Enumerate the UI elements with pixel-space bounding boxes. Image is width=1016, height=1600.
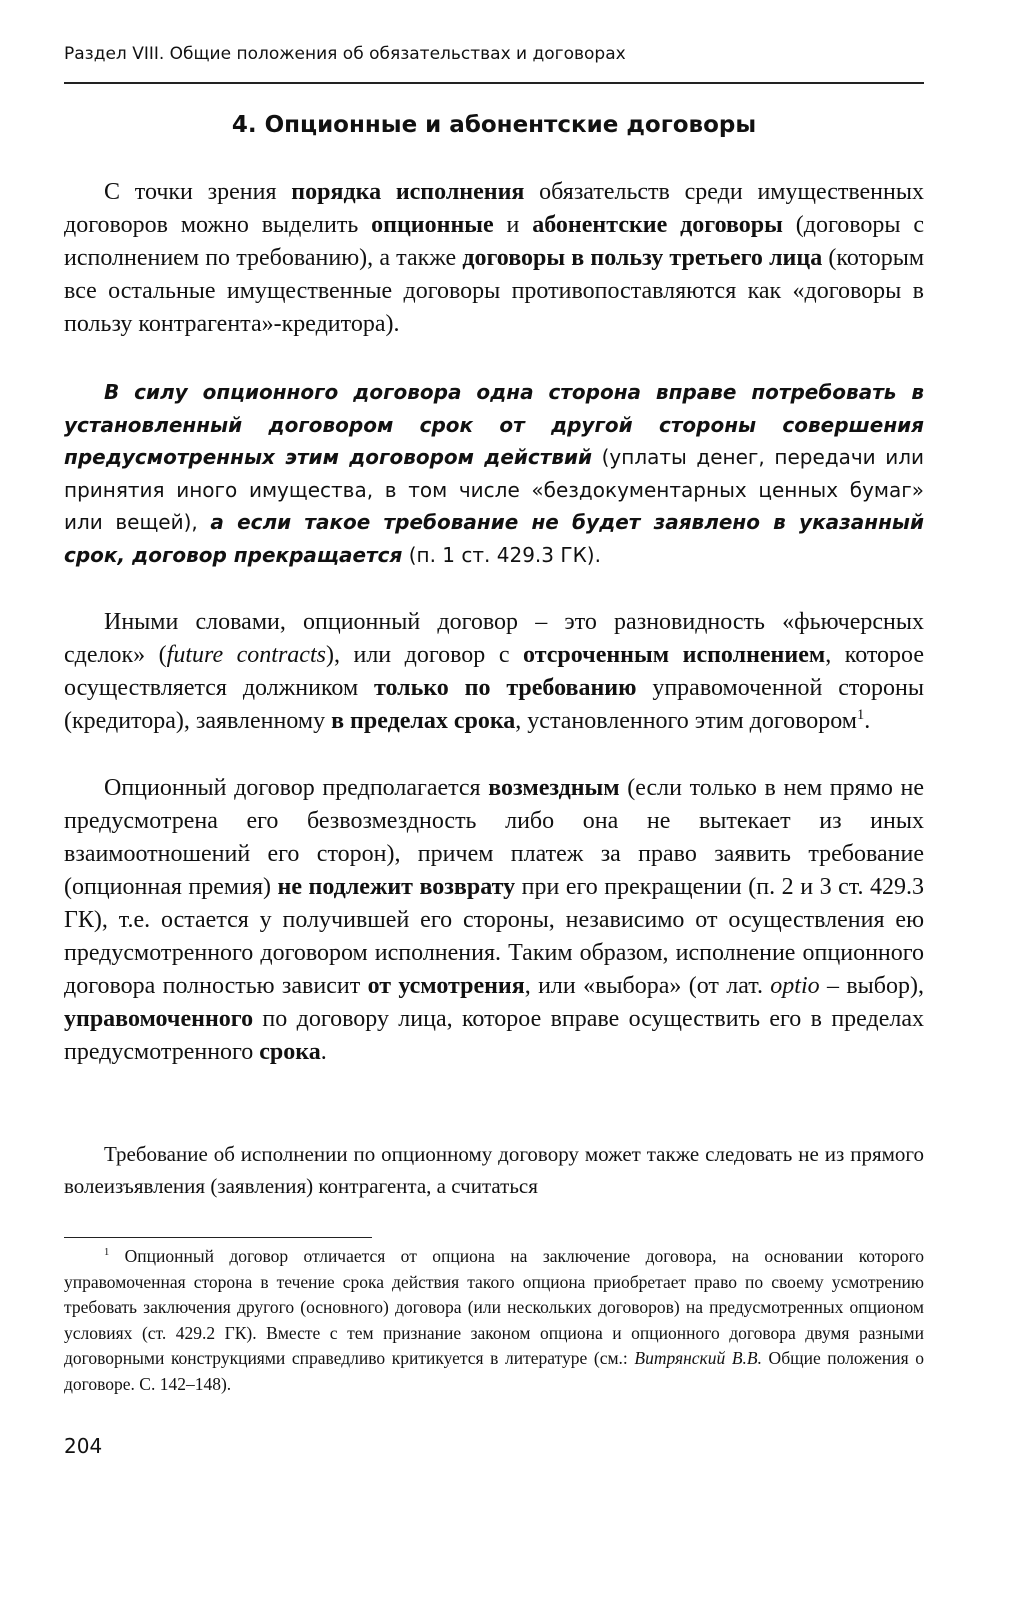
text-run: ), или договор с bbox=[325, 642, 524, 668]
text-run: С точки зрения bbox=[104, 179, 292, 205]
text-run: при его прекращении (п. 2 и 3 ст. 429.3 ГК), т.е. остается у получившей его стороны, независимо от осуществления ею предусмотренного договором исполнения. Таким образом, исполнение опционного договора полностью зависит bbox=[64, 874, 924, 999]
text-run: (договоры с исполнением по требованию), а также bbox=[64, 212, 924, 271]
paragraph-2 bbox=[64, 772, 924, 1069]
text-run: Общие положения о договоре. С. 142–148). bbox=[64, 1348, 924, 1394]
text-run: Опционный договор предполагается bbox=[104, 775, 489, 801]
running-header: Раздел VIII. Общие положения об обязательствах и договорах bbox=[64, 44, 626, 64]
bold-term: в пределах срока bbox=[331, 708, 516, 734]
italic-term: optio bbox=[770, 973, 820, 999]
bold-term: возмездным bbox=[488, 775, 620, 801]
bold-term: абонентские договоры bbox=[532, 212, 783, 238]
text-run: Иными словами, опционный договор – это разновидность «фьючерсных сделок» ( bbox=[64, 609, 924, 668]
text-run: , или «выбора» (от лат. bbox=[524, 973, 771, 999]
text-run: управомоченной стороны (кредитора), заявленному bbox=[64, 675, 924, 734]
text-run: , которое осуществляется должником bbox=[64, 642, 924, 701]
text-run: . bbox=[864, 708, 871, 734]
text-run: обязательств среди имущественных договоров можно выделить bbox=[64, 179, 924, 238]
bold-term: управомоченного bbox=[64, 1006, 254, 1032]
text-run: . bbox=[320, 1039, 327, 1065]
footnote-rule bbox=[64, 1237, 372, 1238]
paragraph-1 bbox=[64, 606, 924, 738]
bold-term: от усмотрения bbox=[367, 973, 525, 999]
footnote-reference[interactable]: 1 bbox=[856, 707, 865, 723]
section-title: 4. Опционные и абонентские договоры bbox=[231, 112, 757, 138]
footnote-marker: 1 bbox=[104, 1247, 110, 1259]
page-number: 204 bbox=[64, 1434, 103, 1458]
header-rule bbox=[64, 82, 924, 84]
text-run: (уплаты денег, передачи или принятия иного имущества, в том числе «бездокументарных ценных бумаг» или вещей), bbox=[64, 445, 925, 535]
bold-italic-text: а если такое требование не будет заявлено в указанный срок, договор прекращается bbox=[64, 510, 924, 567]
bold-term: не подлежит возврату bbox=[277, 874, 516, 900]
text-run: по договору лица, которое вправе осуществить его в пределах предусмотренного bbox=[64, 1006, 924, 1065]
bold-term: срока bbox=[259, 1039, 321, 1065]
bold-term: отсроченным исполнением bbox=[523, 642, 826, 668]
text-run: (которым все остальные имущественные договоры противопоставляются как «договоры в пользу контрагента»-кредитора). bbox=[64, 245, 924, 337]
intro-paragraph bbox=[64, 176, 924, 341]
text-run: (если только в нем прямо не предусмотрена его безвозмездность либо она не вытекает из иных взаимоотношений его сторон), причем платеж за право заявить требование (опционная премия) bbox=[64, 775, 925, 900]
bold-term: только по требованию bbox=[373, 675, 637, 701]
text-run: Опционный договор отличается от опциона на заключение договора, на основании которого управомоченная сторона в течение срока действия такого опциона приобретает право по своему усмотрению требовать заключения другого (основного) договора (или нескольких договоров) на предусмотренных опционом условиях (ст. 429.2 ГК). Вместе с тем признание законом опциона и опционного договора двумя разными договорными конструкциями справедливо критикуется в литературе (см.: bbox=[64, 1246, 924, 1368]
text-run: , установленного этим договором bbox=[515, 708, 857, 734]
bold-term: договоры в пользу третьего лица bbox=[462, 245, 823, 271]
definition-paragraph bbox=[64, 376, 924, 572]
italic-citation: Витрянский В.В. bbox=[634, 1348, 762, 1368]
paragraph-3: Требование об исполнении по опционному договору может также следовать не из прямого волеизъявления (заявления) контрагента, а считаться bbox=[64, 1142, 924, 1198]
text-run: – выбор), bbox=[819, 973, 924, 999]
bold-term: опционные bbox=[371, 212, 494, 238]
text-run: и bbox=[493, 212, 533, 238]
footnote bbox=[64, 1244, 924, 1397]
bold-italic-text: В силу опционного договора одна сторона вправе потребовать в установленный договором срок от другой стороны совершения предусмотренных этим договором действий bbox=[64, 380, 924, 470]
italic-term: future contracts bbox=[166, 642, 326, 668]
bold-term: порядка исполнения bbox=[291, 179, 525, 205]
text-run: (п. 1 ст. 429.3 ГК). bbox=[402, 542, 601, 567]
